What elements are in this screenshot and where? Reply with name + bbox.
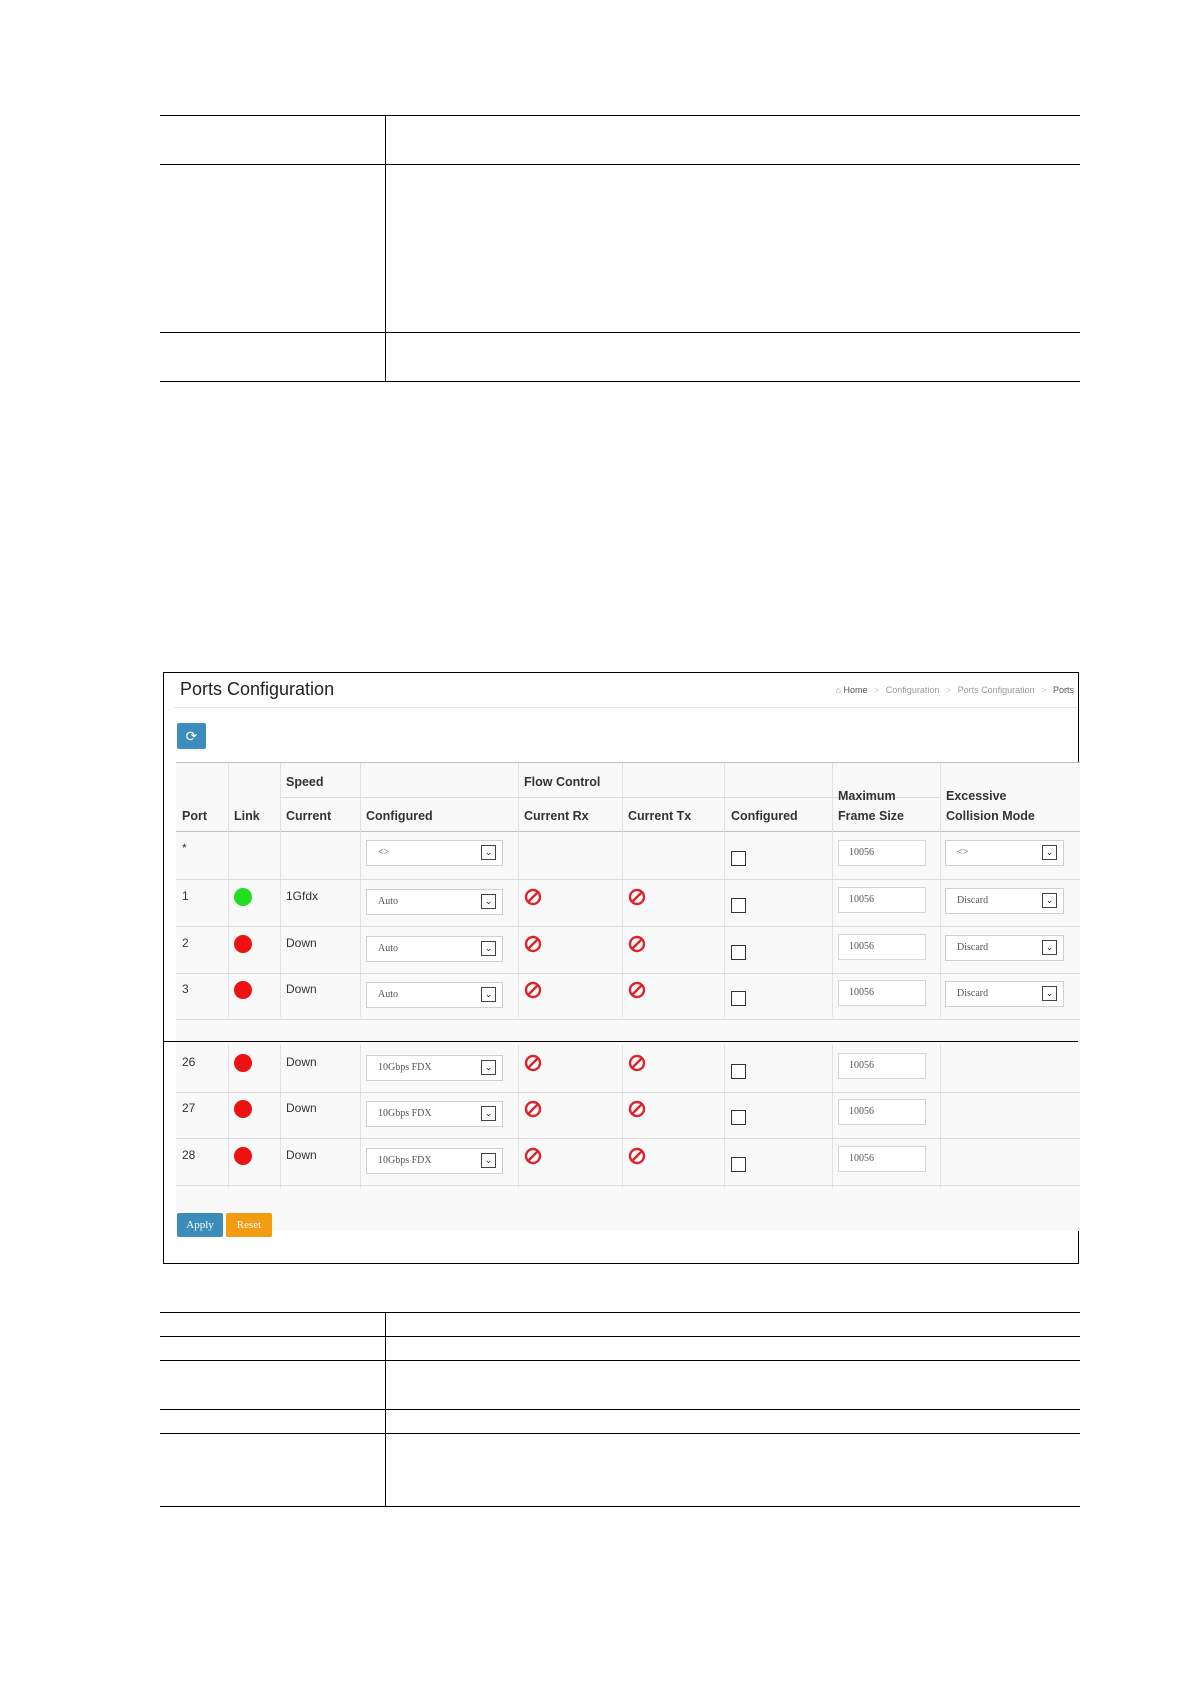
breadcrumb (836, 685, 1074, 695)
speed-select[interactable] (366, 889, 503, 915)
chevron-down-icon[interactable]: ⌄ (481, 941, 496, 956)
speed-current-cell: Down (286, 936, 317, 950)
no-entry-icon (628, 981, 646, 999)
doc-cell (160, 1361, 386, 1410)
no-entry-icon (524, 981, 542, 999)
speed-select[interactable] (366, 1101, 503, 1127)
max-frame-input[interactable] (838, 887, 926, 913)
collision-mode-select-value: Discard (957, 942, 989, 953)
breadcrumb-separator: > (874, 685, 880, 695)
doc-cell (386, 165, 1081, 333)
breadcrumb-separator: > (1041, 685, 1047, 695)
column-divider (518, 763, 519, 1017)
column-divider (832, 1045, 833, 1188)
column-divider (724, 763, 725, 1017)
no-entry-icon (524, 935, 542, 953)
column-divider (360, 763, 361, 1017)
column-divider (622, 1045, 623, 1188)
doc-cell (386, 1361, 1081, 1410)
breadcrumb-home[interactable]: Home (843, 685, 868, 695)
max-frame-input[interactable] (838, 840, 926, 866)
speed-select-value: 10Gbps FDX (378, 1108, 432, 1119)
no-entry-icon (524, 1054, 542, 1072)
flow-control-checkbox[interactable] (731, 1110, 746, 1125)
port-cell: 2 (182, 936, 189, 950)
max-frame-header: Maximum (838, 789, 896, 803)
doc-table-bottom (160, 1312, 1080, 1507)
row-divider (176, 1019, 1080, 1020)
collision-mode-select[interactable] (945, 840, 1064, 866)
max-frame-input[interactable] (838, 1146, 926, 1172)
doc-cell (386, 1337, 1081, 1361)
port-cell: 1 (182, 889, 189, 903)
doc-cell (160, 165, 386, 333)
column-divider (940, 763, 941, 1017)
column-divider (280, 763, 281, 1017)
chevron-down-icon[interactable]: ⌄ (1042, 845, 1057, 860)
chevron-down-icon[interactable]: ⌄ (481, 1153, 496, 1168)
chevron-down-icon[interactable]: ⌄ (481, 894, 496, 909)
collision-mode-select-value: Discard (957, 988, 989, 999)
row-divider (176, 973, 1080, 974)
port-header: Port (182, 809, 207, 823)
flow-control-checkbox[interactable] (731, 1064, 746, 1079)
column-divider (228, 1045, 229, 1188)
column-divider (940, 1045, 941, 1188)
doc-cell (386, 1434, 1081, 1507)
reset-button[interactable]: Reset (226, 1213, 272, 1237)
link-down-icon (234, 981, 252, 999)
refresh-icon: ⟳ (185, 728, 198, 744)
doc-cell (386, 1313, 1081, 1337)
refresh-button[interactable] (177, 723, 206, 749)
speed-select[interactable] (366, 982, 503, 1008)
column-divider (622, 763, 623, 1017)
row-divider (176, 879, 1080, 880)
speed-current-cell: 1Gfdx (286, 889, 319, 903)
speed-select-value: Auto (378, 896, 398, 907)
port-cell: 26 (182, 1055, 196, 1069)
doc-cell (160, 1337, 386, 1361)
max-frame-input[interactable] (838, 934, 926, 960)
speed-select-value: 10Gbps FDX (378, 1062, 432, 1073)
no-entry-icon (524, 888, 542, 906)
speed-select[interactable] (366, 1055, 503, 1081)
flow-control-checkbox[interactable] (731, 851, 746, 866)
no-entry-icon (628, 935, 646, 953)
speed-select-value: Auto (378, 989, 398, 1000)
collision-mode-select[interactable] (945, 981, 1064, 1007)
flow-control-checkbox[interactable] (731, 898, 746, 913)
chevron-down-icon[interactable]: ⌄ (481, 1106, 496, 1121)
speed-select-value: 10Gbps FDX (378, 1155, 432, 1166)
no-entry-icon (628, 1100, 646, 1118)
column-divider (360, 1045, 361, 1188)
link-down-icon (234, 1147, 252, 1165)
collision-mode-select-value: <> (957, 847, 969, 858)
no-entry-icon (628, 1054, 646, 1072)
link-down-icon (234, 1054, 252, 1072)
max-frame-input[interactable] (838, 1099, 926, 1125)
speed-group-header: Speed (286, 775, 324, 789)
collision-mode-select[interactable] (945, 888, 1064, 914)
max-frame-input-value: 10056 (849, 1153, 874, 1164)
breadcrumb-item[interactable]: Configuration (885, 685, 940, 695)
chevron-down-icon[interactable]: ⌄ (1042, 893, 1057, 908)
no-entry-icon (524, 1147, 542, 1165)
max-frame-input[interactable] (838, 1053, 926, 1079)
speed-configured-header: Configured (366, 809, 433, 823)
max-frame-input[interactable] (838, 980, 926, 1006)
ports-configuration-screenshot (163, 672, 1079, 1264)
flow-current-tx-header: Current Tx (628, 809, 692, 823)
no-entry-icon (628, 888, 646, 906)
flow-control-checkbox[interactable] (731, 1157, 746, 1172)
flow-control-group-header: Flow Control (524, 775, 601, 789)
row-divider (176, 1185, 1080, 1186)
chevron-down-icon[interactable]: ⌄ (1042, 986, 1057, 1001)
doc-cell (160, 1434, 386, 1507)
table-break-line (164, 1041, 1078, 1042)
page-header (174, 673, 1078, 708)
max-frame-input-value: 10056 (849, 941, 874, 952)
flow-control-checkbox[interactable] (731, 991, 746, 1006)
flow-current-rx-header: Current Rx (524, 809, 589, 823)
port-cell: * (182, 841, 187, 855)
column-divider (832, 763, 833, 1017)
speed-current-header: Current (286, 809, 332, 823)
ports-table (176, 763, 1080, 1231)
speed-select[interactable] (366, 1148, 503, 1174)
page-title: Ports Configuration (180, 679, 335, 699)
row-divider (176, 1092, 1080, 1093)
breadcrumb-item[interactable]: Ports Configuration (957, 685, 1035, 695)
max-frame-input-value: 10056 (849, 894, 874, 905)
chevron-down-icon[interactable]: ⌄ (481, 845, 496, 860)
column-divider (280, 1045, 281, 1188)
chevron-down-icon[interactable]: ⌄ (481, 987, 496, 1002)
collision-mode-select-value: Discard (957, 895, 989, 906)
no-entry-icon (628, 1147, 646, 1165)
link-down-icon (234, 935, 252, 953)
doc-table-top (160, 115, 1080, 382)
column-divider (724, 1045, 725, 1188)
port-cell: 27 (182, 1101, 196, 1115)
collision-mode-select[interactable] (945, 935, 1064, 961)
doc-cell (160, 333, 386, 382)
doc-cell (386, 333, 1081, 382)
header-bottom-line (176, 831, 1080, 832)
doc-cell (386, 116, 1081, 165)
link-down-icon (234, 1100, 252, 1118)
doc-cell (160, 1313, 386, 1337)
speed-current-cell: Down (286, 1055, 317, 1069)
speed-select-value: <> (378, 847, 390, 858)
no-entry-icon (524, 1100, 542, 1118)
breadcrumb-separator: > (945, 685, 952, 695)
column-divider (518, 1045, 519, 1188)
chevron-down-icon[interactable]: ⌄ (481, 1060, 496, 1075)
speed-select[interactable] (366, 936, 503, 962)
max-frame-input-value: 10056 (849, 1060, 874, 1071)
doc-cell (160, 116, 386, 165)
speed-current-cell: Down (286, 1101, 317, 1115)
breadcrumb-current: Ports (1052, 685, 1074, 695)
doc-cell (160, 1410, 386, 1434)
speed-current-cell: Down (286, 982, 317, 996)
max-frame-input-value: 10056 (849, 847, 874, 858)
doc-cell (386, 1410, 1081, 1434)
header-top-line (176, 762, 1080, 763)
speed-current-cell: Down (286, 1148, 317, 1162)
max-frame-input-value: 10056 (849, 987, 874, 998)
flow-control-checkbox[interactable] (731, 945, 746, 960)
speed-select[interactable] (366, 840, 503, 866)
port-cell: 28 (182, 1148, 196, 1162)
flow-configured-header: Configured (731, 809, 798, 823)
max-frame-header: Frame Size (838, 809, 905, 823)
excessive-collision-header: Excessive (946, 789, 1007, 803)
chevron-down-icon[interactable]: ⌄ (1042, 940, 1057, 955)
excessive-collision-header: Collision Mode (946, 809, 1035, 823)
row-divider (176, 926, 1080, 927)
link-up-icon (234, 888, 252, 906)
row-divider (176, 1138, 1080, 1139)
max-frame-input-value: 10056 (849, 1106, 874, 1117)
link-header: Link (234, 809, 260, 823)
column-divider (228, 763, 229, 1017)
home-icon[interactable]: ⌂ (835, 685, 841, 695)
apply-button[interactable]: Apply (177, 1213, 223, 1237)
port-cell: 3 (182, 982, 189, 996)
speed-select-value: Auto (378, 943, 398, 954)
